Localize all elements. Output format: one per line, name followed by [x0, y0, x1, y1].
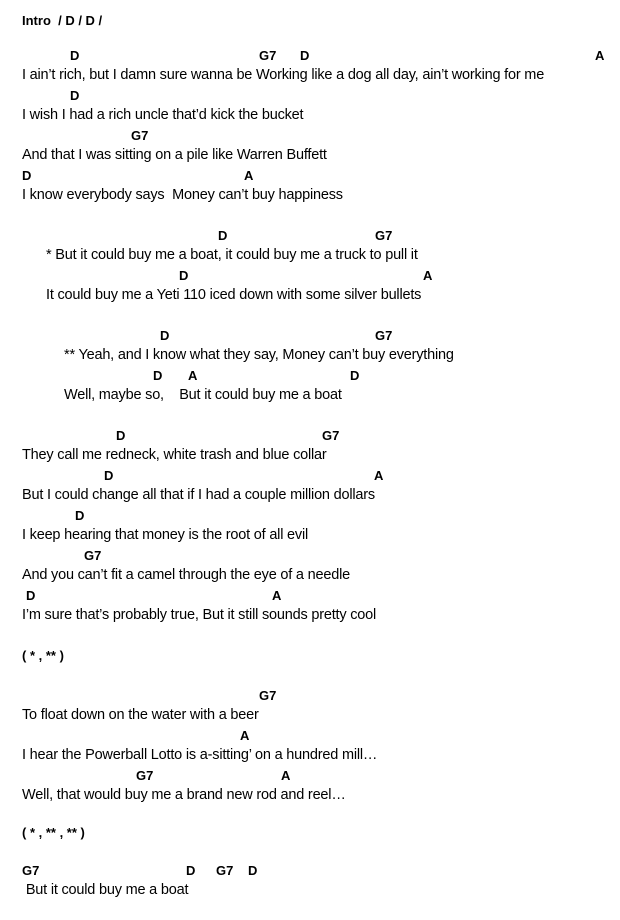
- chord: A: [374, 468, 384, 483]
- chord: G7: [84, 548, 102, 563]
- lyric-line: ** Yeah, and I know what they say, Money can’t buy everything: [64, 347, 454, 363]
- chord: G7: [131, 128, 149, 143]
- lyric-line: I wish I had a rich uncle that’d kick the bucket: [22, 107, 304, 123]
- repeat-marker: ( * , ** ): [22, 648, 64, 663]
- lyric-line: I keep hearing that money is the root of all evil: [22, 527, 309, 543]
- lyric-line: And that I was sitting on a pile like Warren Buffett: [22, 147, 327, 163]
- repeat-marker: ( * , ** , ** ): [22, 825, 85, 840]
- lyric-line: I ain’t rich, but I damn sure wanna be Working like a dog all day, ain’t working for me: [22, 67, 545, 83]
- lyric-line: I hear the Powerball Lotto is a-sitting’ on a hundred mill…: [22, 747, 378, 763]
- chord: D: [186, 863, 196, 878]
- chord: G7: [259, 688, 277, 703]
- chord: G7: [375, 228, 393, 243]
- lyric-line: But it could buy me a boat: [22, 882, 189, 898]
- lyric-line: It could buy me a Yeti 110 iced down with some silver bullets: [46, 287, 422, 303]
- chord: D: [70, 88, 80, 103]
- chord: A: [244, 168, 254, 183]
- chord: A: [240, 728, 250, 743]
- lyric-line: Well, maybe so, But it could buy me a boat: [64, 387, 342, 403]
- chord: G7: [136, 768, 154, 783]
- chord: D: [104, 468, 114, 483]
- chord: D: [75, 508, 85, 523]
- chord: G7: [216, 863, 234, 878]
- chord: A: [281, 768, 291, 783]
- chord: A: [595, 48, 605, 63]
- lyric-line: * But it could buy me a boat, it could buy me a truck to pull it: [46, 247, 418, 263]
- chord: A: [188, 368, 198, 383]
- chord: G7: [22, 863, 40, 878]
- chord: A: [423, 268, 433, 283]
- chord: G7: [375, 328, 393, 343]
- chord: D: [179, 268, 189, 283]
- chord: D: [22, 168, 32, 183]
- chord: D: [116, 428, 126, 443]
- intro-label: Intro / D / D /: [22, 13, 103, 28]
- lyric-line: But I could change all that if I had a couple million dollars: [22, 487, 375, 503]
- lyric-line: I’m sure that’s probably true, But it still sounds pretty cool: [22, 607, 377, 623]
- chord: G7: [259, 48, 277, 63]
- chord: D: [26, 588, 36, 603]
- chord: D: [300, 48, 310, 63]
- lyric-line: I know everybody says Money can’t buy happiness: [22, 187, 343, 203]
- lyric-line: Well, that would buy me a brand new rod and reel…: [22, 787, 346, 803]
- chord: A: [272, 588, 282, 603]
- lyric-line: They call me redneck, white trash and blue collar: [22, 447, 327, 463]
- chord: D: [153, 368, 163, 383]
- lyric-line: And you can’t fit a camel through the eye of a needle: [22, 567, 350, 583]
- chord: G7: [322, 428, 340, 443]
- chord: D: [350, 368, 360, 383]
- lyric-line: To float down on the water with a beer: [22, 707, 259, 723]
- chord: D: [70, 48, 80, 63]
- chord: D: [248, 863, 258, 878]
- chord: D: [160, 328, 170, 343]
- chord: D: [218, 228, 228, 243]
